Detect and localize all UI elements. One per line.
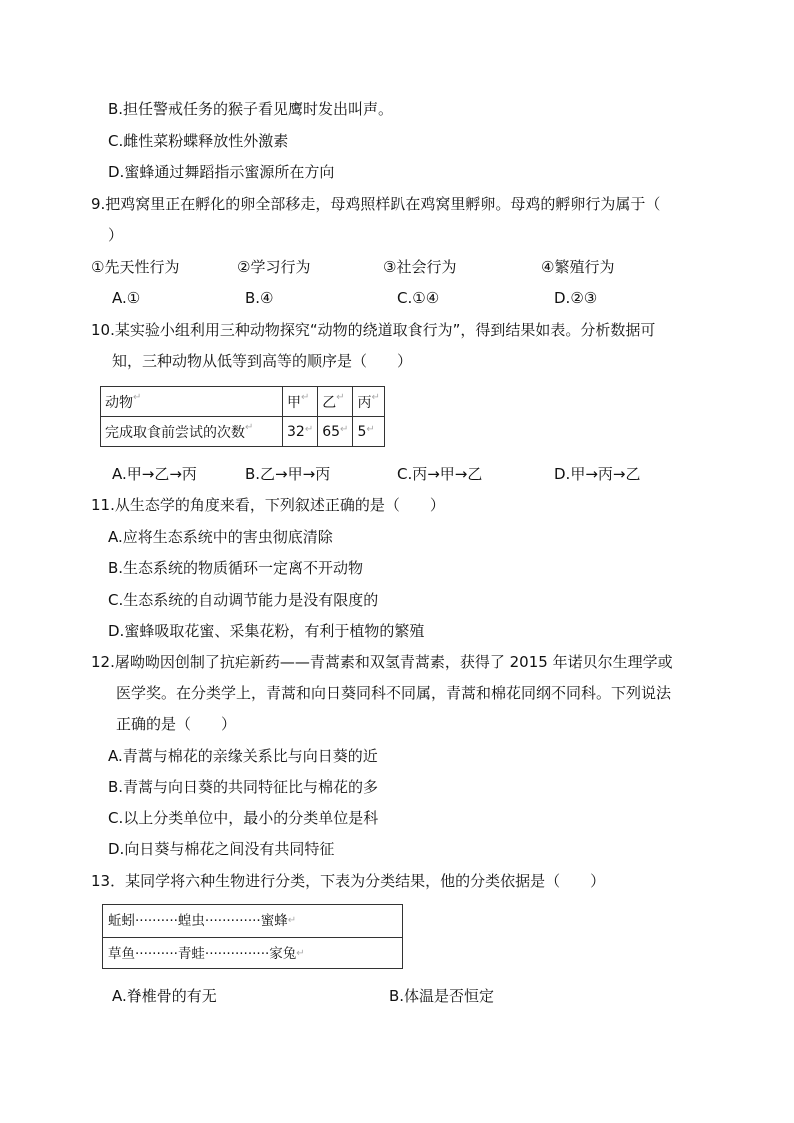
table-cell: 乙↵ bbox=[318, 387, 353, 417]
q9-item-4: ④繁殖行为 bbox=[541, 258, 615, 276]
q10-data-table bbox=[100, 386, 385, 447]
q10-option-b: B.乙→甲→丙 bbox=[245, 465, 331, 483]
q9-option-d: D.②③ bbox=[554, 289, 598, 307]
q10-stem-line1: 10.某实验小组利用三种动物探究“动物的绕道取食行为”，得到结果如表。分析数据可 bbox=[91, 321, 656, 339]
q10-stem-line2: 知，三种动物从低等到高等的顺序是（ ） bbox=[112, 352, 413, 370]
table-row bbox=[101, 417, 385, 447]
table-cell: 5↵ bbox=[353, 417, 384, 447]
table-row: 草鱼··········青蛙···············家兔↵ bbox=[103, 937, 402, 970]
q13-stem: 13．某同学将六种生物进行分类，下表为分类结果，他的分类依据是（ ） bbox=[91, 872, 606, 890]
q8-option-d: D.蜜蜂通过舞蹈指示蜜源所在方向 bbox=[108, 163, 335, 181]
table-row bbox=[101, 387, 385, 417]
table-cell: 甲↵ bbox=[283, 387, 318, 417]
q11-option-d: D.蜜蜂吸取花蜜、采集花粉，有利于植物的繁殖 bbox=[108, 622, 425, 640]
q11-option-b: B.生态系统的物质循环一定离不开动物 bbox=[108, 559, 364, 577]
q12-option-d: D.向日葵与棉花之间没有共同特征 bbox=[108, 840, 335, 858]
table-cell-header: 动物↵ bbox=[101, 387, 283, 417]
q11-option-c: C.生态系统的自动调节能力是没有限度的 bbox=[108, 591, 379, 609]
q10-option-a: A.甲→乙→丙 bbox=[112, 465, 197, 483]
q10-option-d: D.甲→丙→乙 bbox=[554, 465, 641, 483]
q8-option-b: B.担任警戒任务的猴子看见鹰时发出叫声。 bbox=[108, 100, 394, 118]
q9-stem-line2: ） bbox=[108, 226, 124, 244]
q12-stem-line3: 正确的是（ ） bbox=[116, 715, 237, 733]
q9-option-a: A.① bbox=[112, 289, 141, 307]
q13-option-b: B.体温是否恒定 bbox=[389, 987, 495, 1005]
table-cell: 32↵ bbox=[283, 417, 318, 447]
q12-option-c: C.以上分类单位中，最小的分类单位是科 bbox=[108, 809, 379, 827]
q12-option-a: A.青蒿与棉花的亲缘关系比与向日葵的近 bbox=[108, 747, 378, 765]
table-cell: 65↵ bbox=[318, 417, 353, 447]
q8-option-c: C.雌性菜粉蝶释放性外激素 bbox=[108, 132, 289, 150]
q13-classification-table bbox=[102, 904, 403, 969]
q9-item-1: ①先天性行为 bbox=[91, 258, 180, 276]
q10-option-c: C.丙→甲→乙 bbox=[397, 465, 483, 483]
q12-option-b: B.青蒿与向日葵的共同特征比与棉花的多 bbox=[108, 778, 379, 796]
q9-option-c: C.①④ bbox=[397, 289, 440, 307]
table-row: 蚯蚓··········蝗虫·············蜜蜂↵ bbox=[108, 913, 297, 929]
q9-option-b: B.④ bbox=[245, 289, 274, 307]
q9-stem-line1: 9.把鸡窝里正在孵化的卵全部移走，母鸡照样趴在鸡窝里孵卵。母鸡的孵卵行为属于（ bbox=[91, 195, 661, 213]
q9-item-3: ③社会行为 bbox=[383, 258, 457, 276]
q12-stem-line1: 12.屠呦呦因创制了抗疟新药——青蒿素和双氢青蒿素，获得了 2015 年诺贝尔生理学或 bbox=[91, 653, 673, 671]
q12-stem-line2: 医学奖。在分类学上，青蒿和向日葵同科不同属，青蒿和棉花同纲不同科。下列说法 bbox=[116, 684, 672, 702]
table-cell: 丙↵ bbox=[353, 387, 384, 417]
table-cell-header: 完成取食前尝试的次数↵ bbox=[101, 417, 283, 447]
q13-option-a: A.脊椎骨的有无 bbox=[112, 987, 217, 1005]
q11-stem: 11.从生态学的角度来看，下列叙述正确的是（ ） bbox=[91, 496, 445, 514]
q9-item-2: ②学习行为 bbox=[237, 258, 311, 276]
q11-option-a: A.应将生态系统中的害虫彻底清除 bbox=[108, 528, 333, 546]
